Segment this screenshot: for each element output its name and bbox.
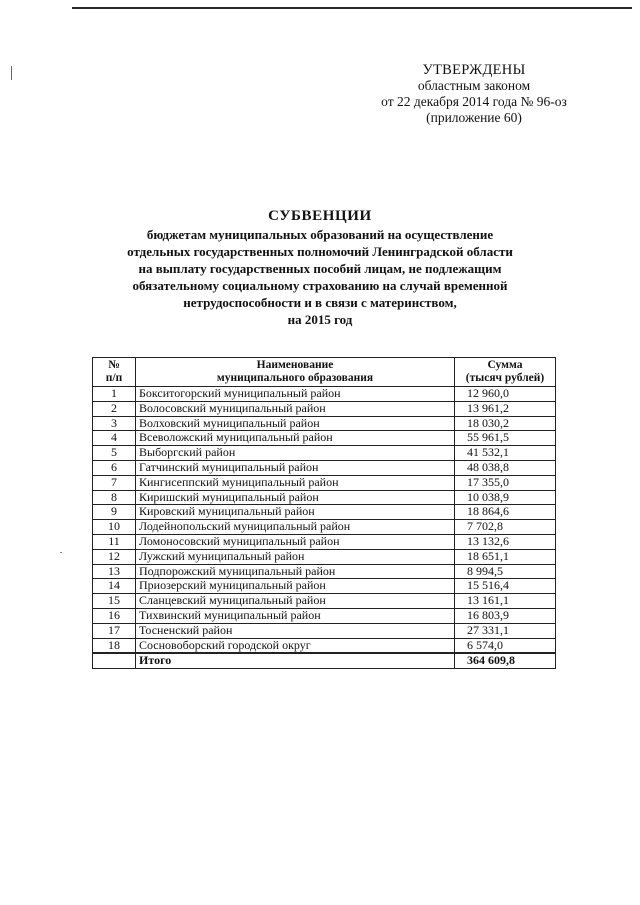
row-sum: 13 961,2 bbox=[455, 401, 556, 416]
table-row bbox=[93, 446, 556, 461]
row-sum: 27 331,1 bbox=[455, 623, 556, 638]
header-name-line2: муниципального образования bbox=[216, 372, 374, 384]
approval-block bbox=[364, 62, 584, 126]
row-sum: 12 960,0 bbox=[455, 387, 556, 402]
table-row bbox=[93, 623, 556, 638]
table-row bbox=[93, 401, 556, 416]
table-body bbox=[93, 387, 556, 654]
row-number: 4 bbox=[93, 431, 136, 446]
table-row bbox=[93, 549, 556, 564]
row-number: 10 bbox=[93, 520, 136, 535]
row-sum: 13 161,1 bbox=[455, 594, 556, 609]
row-number: 12 bbox=[93, 549, 136, 564]
row-number: 5 bbox=[93, 446, 136, 461]
table-row bbox=[93, 505, 556, 520]
row-sum: 6 574,0 bbox=[455, 638, 556, 653]
row-number: 17 bbox=[93, 623, 136, 638]
table-row bbox=[93, 475, 556, 490]
row-name: Сланцевский муниципальный район bbox=[136, 594, 455, 609]
row-name: Гатчинский муниципальный район bbox=[136, 460, 455, 475]
row-number: 2 bbox=[93, 401, 136, 416]
row-number: 3 bbox=[93, 416, 136, 431]
row-number: 9 bbox=[93, 505, 136, 520]
row-name: Подпорожский муниципальный район bbox=[136, 564, 455, 579]
row-number: 11 bbox=[93, 534, 136, 549]
heading-line: отдельных государственных полномочий Ленинградской области bbox=[127, 244, 513, 259]
scan-margin-mark bbox=[11, 66, 12, 80]
row-name: Кингисеппский муниципальный район bbox=[136, 475, 455, 490]
row-name: Волосовский муниципальный район bbox=[136, 401, 455, 416]
document-title: СУБВЕНЦИИ bbox=[268, 208, 372, 224]
table-row bbox=[93, 534, 556, 549]
table-row bbox=[93, 638, 556, 653]
row-name: Сосновоборский городской округ bbox=[136, 638, 455, 653]
approval-date-line: от 22 декабря 2014 года № 96-оз bbox=[381, 94, 567, 109]
total-row bbox=[93, 653, 556, 668]
row-name: Приозерский муниципальный район bbox=[136, 579, 455, 594]
header-sum-line2: (тысяч рублей) bbox=[465, 372, 545, 384]
heading-line: на выплату государственных пособий лицам, не подлежащим bbox=[138, 261, 502, 276]
total-label: Итого bbox=[136, 653, 455, 668]
row-name: Лужский муниципальный район bbox=[136, 549, 455, 564]
row-sum: 17 355,0 bbox=[455, 475, 556, 490]
row-name: Волховский муниципальный район bbox=[136, 416, 455, 431]
row-sum: 16 803,9 bbox=[455, 608, 556, 623]
row-name: Тихвинский муниципальный район bbox=[136, 608, 455, 623]
row-sum: 55 961,5 bbox=[455, 431, 556, 446]
top-scan-rule bbox=[72, 7, 632, 9]
row-number: 18 bbox=[93, 638, 136, 653]
header-sum-line1: Сумма bbox=[487, 359, 523, 371]
row-number: 1 bbox=[93, 387, 136, 402]
row-name: Кировский муниципальный район bbox=[136, 505, 455, 520]
row-number: 7 bbox=[93, 475, 136, 490]
row-name: Бокситогорский муниципальный район bbox=[136, 387, 455, 402]
table-row bbox=[93, 608, 556, 623]
row-sum: 18 030,2 bbox=[455, 416, 556, 431]
header-name-line1: Наименование bbox=[256, 359, 334, 371]
table-row bbox=[93, 564, 556, 579]
subsidy-table bbox=[92, 357, 556, 669]
table-row bbox=[93, 579, 556, 594]
table-header-row bbox=[93, 358, 556, 387]
row-name: Тосненский район bbox=[136, 623, 455, 638]
row-number: 13 bbox=[93, 564, 136, 579]
row-name: Лодейнопольский муниципальный район bbox=[136, 520, 455, 535]
approval-title: УТВЕРЖДЕНЫ bbox=[422, 62, 526, 78]
document-heading bbox=[90, 208, 550, 328]
row-number: 15 bbox=[93, 594, 136, 609]
row-sum: 13 132,6 bbox=[455, 534, 556, 549]
row-name: Киришский муниципальный район bbox=[136, 490, 455, 505]
header-number bbox=[93, 358, 136, 387]
row-sum: 7 702,8 bbox=[455, 520, 556, 535]
row-number: 16 bbox=[93, 608, 136, 623]
row-name: Выборгский район bbox=[136, 446, 455, 461]
table-row bbox=[93, 431, 556, 446]
table-row bbox=[93, 490, 556, 505]
header-number-line1: № bbox=[108, 359, 120, 371]
row-sum: 10 038,9 bbox=[455, 490, 556, 505]
total-sum: 364 609,8 bbox=[455, 653, 556, 668]
row-sum: 48 038,8 bbox=[455, 460, 556, 475]
total-number-cell bbox=[93, 653, 136, 668]
approval-law-line: областным законом bbox=[417, 78, 531, 93]
row-sum: 15 516,4 bbox=[455, 579, 556, 594]
row-sum: 18 651,1 bbox=[455, 549, 556, 564]
row-sum: 18 864,6 bbox=[455, 505, 556, 520]
row-name: Ломоносовский муниципальный район bbox=[136, 534, 455, 549]
scan-dot-mark bbox=[60, 552, 62, 553]
table-row bbox=[93, 520, 556, 535]
row-number: 8 bbox=[93, 490, 136, 505]
row-number: 14 bbox=[93, 579, 136, 594]
table-row bbox=[93, 460, 556, 475]
heading-line: на 2015 год bbox=[287, 312, 353, 327]
heading-line: нетрудоспособности и в связи с материнством, bbox=[183, 295, 457, 310]
row-sum: 8 994,5 bbox=[455, 564, 556, 579]
row-sum: 41 532,1 bbox=[455, 446, 556, 461]
table-row bbox=[93, 594, 556, 609]
table-row bbox=[93, 416, 556, 431]
header-sum bbox=[455, 358, 556, 387]
heading-line: бюджетам муниципальных образований на осуществление bbox=[146, 227, 494, 242]
row-number: 6 bbox=[93, 460, 136, 475]
table-row bbox=[93, 387, 556, 402]
row-name: Всеволожский муниципальный район bbox=[136, 431, 455, 446]
approval-appendix-line: (приложение 60) bbox=[426, 110, 522, 125]
header-number-line2: п/п bbox=[105, 372, 123, 384]
header-name bbox=[136, 358, 455, 387]
heading-line: обязательному социальному страхованию на случай временной bbox=[132, 278, 508, 293]
